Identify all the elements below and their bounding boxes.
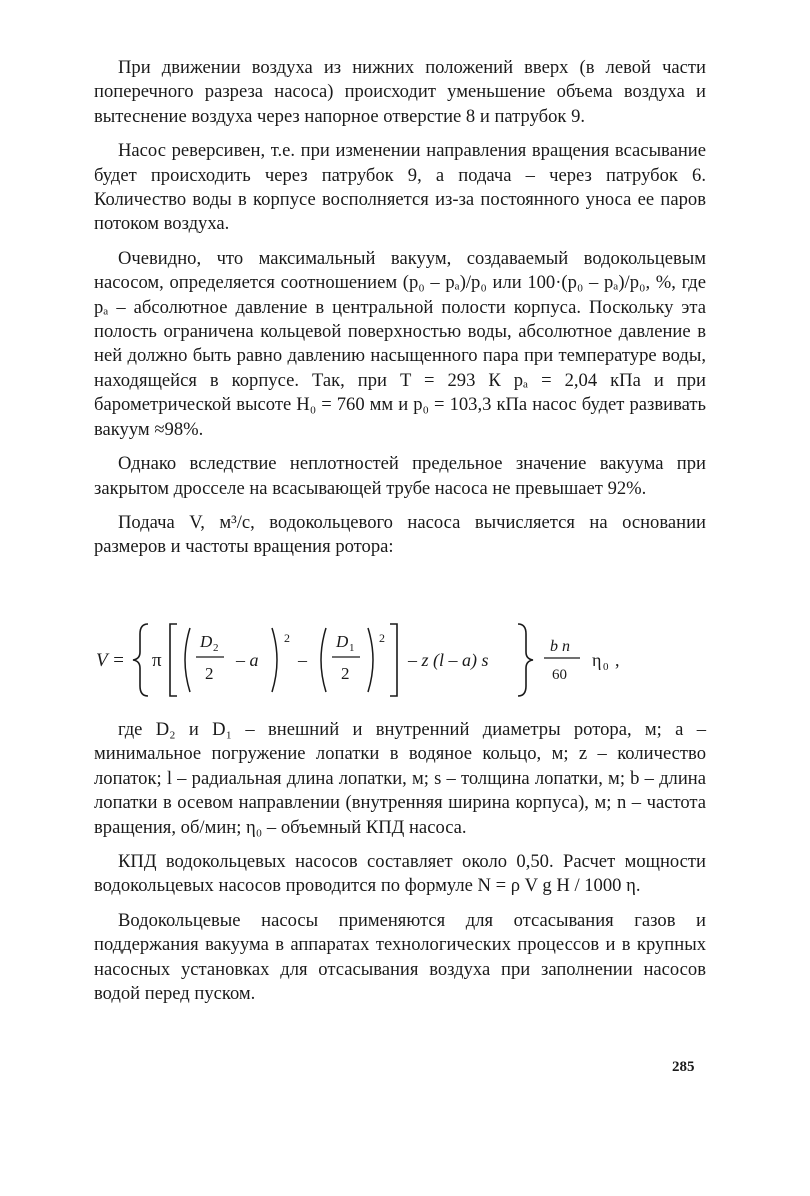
paragraph-2: Насос реверсивен, т.е. при изменении направления вращения всасывание будет происходить через патрубок 9, а подача – через патрубок 6. Количество воды в корпусе восполняется из-за постоянного уноса ее паров потоком воздуха.	[94, 140, 706, 235]
right-square-bracket	[390, 624, 397, 696]
formula-sixty: 60	[552, 667, 567, 683]
formula-exp-2: 2	[379, 631, 385, 645]
left-curly-brace	[133, 624, 148, 696]
paragraph-4: Однако вследствие неплотностей предельное значение вакуума при закрытом дросселе на всасывающей трубе насоса не превышает 92%.	[94, 453, 706, 499]
text-block-bottom	[94, 718, 706, 1016]
formula-d1-denominator: 2	[341, 664, 350, 683]
formula-graphic	[86, 614, 706, 704]
formula-comma: ,	[615, 650, 620, 670]
left-paren-1	[185, 628, 190, 692]
formula-exp-1: 2	[284, 631, 290, 645]
right-paren-2	[368, 628, 373, 692]
paragraph-3: Очевидно, что максимальный вакуум, создаваемый водокольцевым насосом, определяется соотношением (p₀ – pₐ)/p₀ или 100·(p₀ – pₐ)/p₀, %, где pₐ – абсолютное давление в центральной полости корпуса. Поскольку эта полость ограничена кольцевой поверхностью воды, абсолютное давление в ней должно быть равно давлению насыщенного пара при температуре воды, находящейся в корпусе. Так, при T = 293 К pₐ = 2,04 кПа и при барометрической высоте H₀ = 760 мм и p₀ = 103,3 кПа насос будет развивать вакуум ≈98%.	[94, 247, 706, 440]
paragraph-6: где D₂ и D₁ – внешний и внутренний диаметры ротора, м; a – минимальное погружение лопатки в водяное кольцо, м; z – количество лопаток; l – радиальная длина лопатки, м; s – толщина лопатки, м; b – длина лопатки в осевом направлении (внутренняя ширина корпуса), м; n – частота вращения, об/мин; η₀ – объемный КПД насоса.	[94, 719, 706, 838]
formula-minus: –	[298, 650, 307, 670]
paragraph-8: Водокольцевые насосы применяются для отсасывания газов и поддержания вакуума в аппаратах технологических процессов и в крупных насосных установках для отсасывания воздуха при заполнении насосов водой перед пуском.	[94, 909, 706, 1005]
page-number: 285	[672, 1059, 695, 1075]
flow-rate-formula	[86, 614, 706, 704]
formula-d2-denominator: 2	[205, 664, 214, 683]
formula-d2: D	[200, 632, 213, 651]
left-paren-2	[321, 628, 326, 692]
formula-bn: b n	[550, 638, 570, 655]
paragraph-5: Подача V, м³/с, водокольцевого насоса вычисляется на основании размеров и частоты вращения ротора:	[94, 511, 706, 558]
formula-d1-sub: 1	[349, 642, 355, 654]
left-square-bracket	[170, 624, 177, 696]
right-curly-brace	[518, 624, 533, 696]
text-block-top	[94, 56, 706, 570]
formula-d2-sub: 2	[213, 642, 219, 654]
formula-lhs: V =	[96, 650, 125, 671]
paragraph-7: КПД водокольцевых насосов составляет около 0,50. Расчет мощности водокольцевых насосов проводится по формуле N = ρ V g H / 1000 η.	[94, 851, 706, 897]
formula-tail: – z (l – a) s	[408, 650, 489, 670]
formula-d1: D	[336, 632, 349, 651]
paragraph-1: При движении воздуха из нижних положений вверх (в левой части поперечного разреза насоса) происходит уменьшение объема воздуха и вытеснение воздуха через напорное отверстие 8 и патрубок 9.	[94, 57, 706, 127]
formula-eta: η	[592, 650, 602, 670]
formula-eta-sub: 0	[603, 661, 609, 673]
formula-minus-a: – a	[236, 650, 259, 670]
formula-pi: π	[152, 650, 162, 671]
right-paren-1	[272, 628, 277, 692]
